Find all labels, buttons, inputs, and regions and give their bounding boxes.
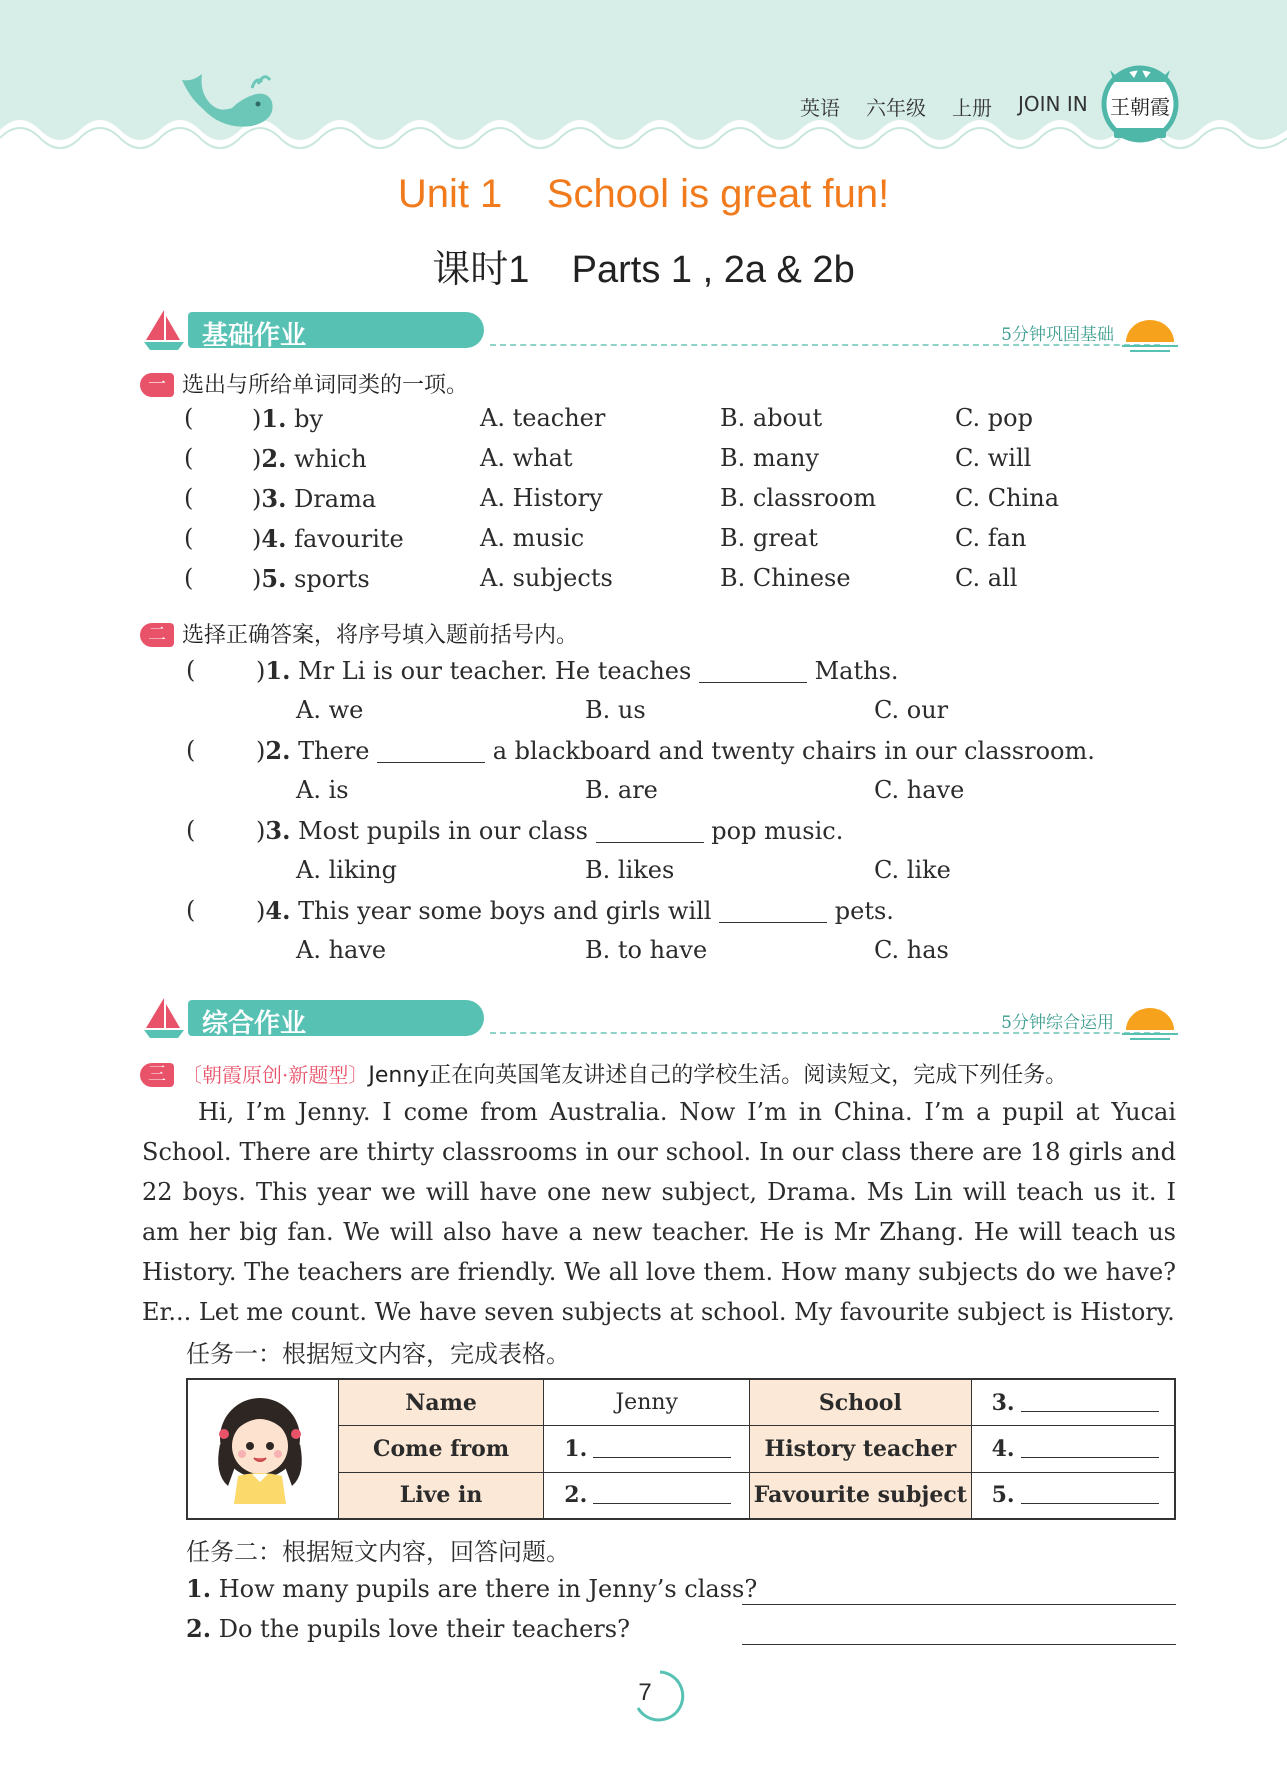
option-a: A. is xyxy=(296,776,349,804)
option-b: B. about xyxy=(720,404,823,432)
question-item: 1. How many pupils are there in Jenny’s class? xyxy=(186,1574,758,1603)
table-answer-cell[interactable] xyxy=(971,1426,1175,1472)
answer-line[interactable] xyxy=(742,1604,1176,1605)
blank-number: 1. xyxy=(564,1435,588,1462)
task-1-instruction: 任务一：根据短文内容，完成表格。 xyxy=(186,1340,570,1368)
option-a: A. have xyxy=(296,936,387,964)
table-answer-cell[interactable] xyxy=(971,1379,1175,1426)
fill-blank[interactable] xyxy=(1021,1485,1159,1504)
fill-blank[interactable] xyxy=(596,822,704,843)
blank-number: 4. xyxy=(991,1435,1015,1462)
lesson-title: 课时1 Parts 1 , 2a & 2b xyxy=(432,249,855,291)
table-label: School xyxy=(750,1379,972,1426)
fill-blank[interactable] xyxy=(1021,1439,1159,1458)
sun-icon xyxy=(1120,312,1180,356)
section-title: 综合作业 xyxy=(202,1009,307,1039)
answer-bracket[interactable]: ( xyxy=(186,816,196,844)
option-b: B. classroom xyxy=(720,484,877,512)
answer-line[interactable] xyxy=(742,1644,1176,1645)
option-a: A. we xyxy=(296,696,364,724)
fill-blank[interactable] xyxy=(699,662,807,683)
question-3-heading xyxy=(140,1058,1067,1089)
q2-item-stem: )1. Mr Li is our teacher. He teaches Maths. xyxy=(256,656,899,685)
question-2-instruction: 选择正确答案，将序号填入题前括号内。 xyxy=(182,623,579,648)
page-number: 7 xyxy=(638,1679,652,1706)
brand-logo xyxy=(1100,58,1180,150)
section-title: 基础作业 xyxy=(202,321,307,351)
table-label: Come from xyxy=(338,1426,543,1472)
question-3-instruction: Jenny正在向英国笔友讲述自己的学校生活。阅读短文，完成下列任务。 xyxy=(368,1063,1068,1088)
blank-number: 5. xyxy=(991,1482,1015,1509)
answer-bracket[interactable]: ( xyxy=(186,656,196,684)
section-subtitle: 5分钟综合运用 xyxy=(1001,1013,1114,1033)
q1-item-stem: )1. by xyxy=(252,404,323,433)
answer-bracket[interactable]: ( xyxy=(186,736,196,764)
info-table xyxy=(186,1378,1176,1520)
section-banner-comprehensive xyxy=(140,994,1180,1044)
illustration-cell xyxy=(187,1379,338,1519)
fill-blank[interactable] xyxy=(1021,1393,1159,1412)
question-number-badge: 三 xyxy=(140,1063,174,1087)
question-number-badge: 一 xyxy=(140,373,174,397)
sailboat-icon xyxy=(140,994,188,1042)
header-meta xyxy=(800,92,1088,121)
header-subject: 英语 xyxy=(800,96,840,120)
option-a: A. what xyxy=(480,444,573,472)
fill-blank[interactable] xyxy=(593,1439,731,1458)
table-answer-cell[interactable] xyxy=(971,1472,1175,1519)
unit-title: Unit 1 School is great fun! xyxy=(397,172,890,216)
fill-blank[interactable] xyxy=(719,902,827,923)
table-value: Jenny xyxy=(544,1379,750,1426)
q2-item-stem: )3. Most pupils in our class pop music. xyxy=(256,816,844,845)
sailboat-icon xyxy=(140,306,188,354)
option-b: B. great xyxy=(720,524,818,552)
option-a: A. History xyxy=(480,484,603,512)
table-label: Name xyxy=(338,1379,543,1426)
fill-blank[interactable] xyxy=(593,1485,731,1504)
question-1-heading xyxy=(140,368,468,399)
question-source-tag: 〔朝霞原创·新题型〕 xyxy=(182,1063,369,1087)
task-2-instruction: 任务二：根据短文内容，回答问题。 xyxy=(186,1538,570,1566)
table-label: History teacher xyxy=(750,1426,972,1472)
answer-bracket[interactable]: ( xyxy=(184,524,194,552)
option-c: C. China xyxy=(955,484,1060,512)
section-tag xyxy=(188,312,484,351)
question-2-heading xyxy=(140,618,578,649)
q2-item-stem: )2. There a blackboard and twenty chairs in our classroom. xyxy=(256,736,1095,765)
option-a: A. teacher xyxy=(480,404,606,432)
logo-text: 王朝霞 xyxy=(1110,95,1170,119)
question-1-instruction: 选出与所给单词同类的一项。 xyxy=(182,373,469,398)
header-volume: 上册 xyxy=(952,96,992,120)
option-c: C. will xyxy=(955,444,1032,472)
option-c: C. pop xyxy=(955,404,1033,432)
q1-item-stem: )4. favourite xyxy=(252,524,404,553)
option-b: B. many xyxy=(720,444,819,472)
option-c: C. like xyxy=(874,856,951,884)
option-c: C. has xyxy=(874,936,949,964)
option-b: B. likes xyxy=(585,856,675,884)
answer-bracket[interactable]: ( xyxy=(184,444,194,472)
header-series: JOIN IN xyxy=(1018,92,1088,116)
table-row xyxy=(187,1379,1175,1426)
fill-blank[interactable] xyxy=(377,742,485,763)
option-c: C. all xyxy=(955,564,1018,592)
table-label: Favourite subject xyxy=(750,1472,972,1519)
option-b: B. us xyxy=(585,696,646,724)
q1-item-stem: )2. which xyxy=(252,444,367,473)
option-c: C. fan xyxy=(955,524,1027,552)
blank-number: 2. xyxy=(564,1482,588,1509)
q1-item-stem: )5. sports xyxy=(252,564,370,593)
q2-item-stem: )4. This year some boys and girls will pets. xyxy=(256,896,894,925)
whale-icon xyxy=(172,68,282,138)
option-b: B. Chinese xyxy=(720,564,851,592)
reading-passage: Hi, I’m Jenny. I come from Australia. Now I’m in China. I’m a pupil at Yucai School. There are thirty classrooms in our school. In our class there are 18 girls and 22 boys. This year we will have one new subject, Drama. Ms Lin will teach us it. I am her big fan. We will also have a new teacher. He is Mr Zhang. He will teach us History. The teachers are friendly. We all love them. How many subjects do we have? Er... Let me count. We have seven subjects at school. My favourite subject is History. xyxy=(142,1098,1177,1326)
table-answer-cell[interactable] xyxy=(544,1472,750,1519)
section-tag xyxy=(188,1000,484,1039)
section-banner-basic xyxy=(140,306,1180,356)
option-b: B. are xyxy=(585,776,658,804)
blank-number: 3. xyxy=(991,1389,1015,1416)
sun-icon xyxy=(1120,1000,1180,1044)
answer-bracket[interactable]: ( xyxy=(186,896,196,924)
answer-bracket[interactable]: ( xyxy=(184,484,194,512)
option-b: B. to have xyxy=(585,936,708,964)
option-c: C. have xyxy=(874,776,965,804)
header-grade: 六年级 xyxy=(866,96,926,120)
question-item: 2. Do the pupils love their teachers? xyxy=(186,1614,630,1643)
answer-bracket[interactable]: ( xyxy=(184,564,194,592)
q1-item-stem: )3. Drama xyxy=(252,484,377,513)
option-a: A. music xyxy=(480,524,585,552)
table-label: Live in xyxy=(338,1472,543,1519)
option-a: A. subjects xyxy=(480,564,613,592)
question-number-badge: 二 xyxy=(140,623,174,647)
section-subtitle: 5分钟巩固基础 xyxy=(1001,325,1114,345)
table-answer-cell[interactable] xyxy=(544,1426,750,1472)
answer-bracket[interactable]: ( xyxy=(184,404,194,432)
option-a: A. liking xyxy=(296,856,397,884)
option-c: C. our xyxy=(874,696,949,724)
